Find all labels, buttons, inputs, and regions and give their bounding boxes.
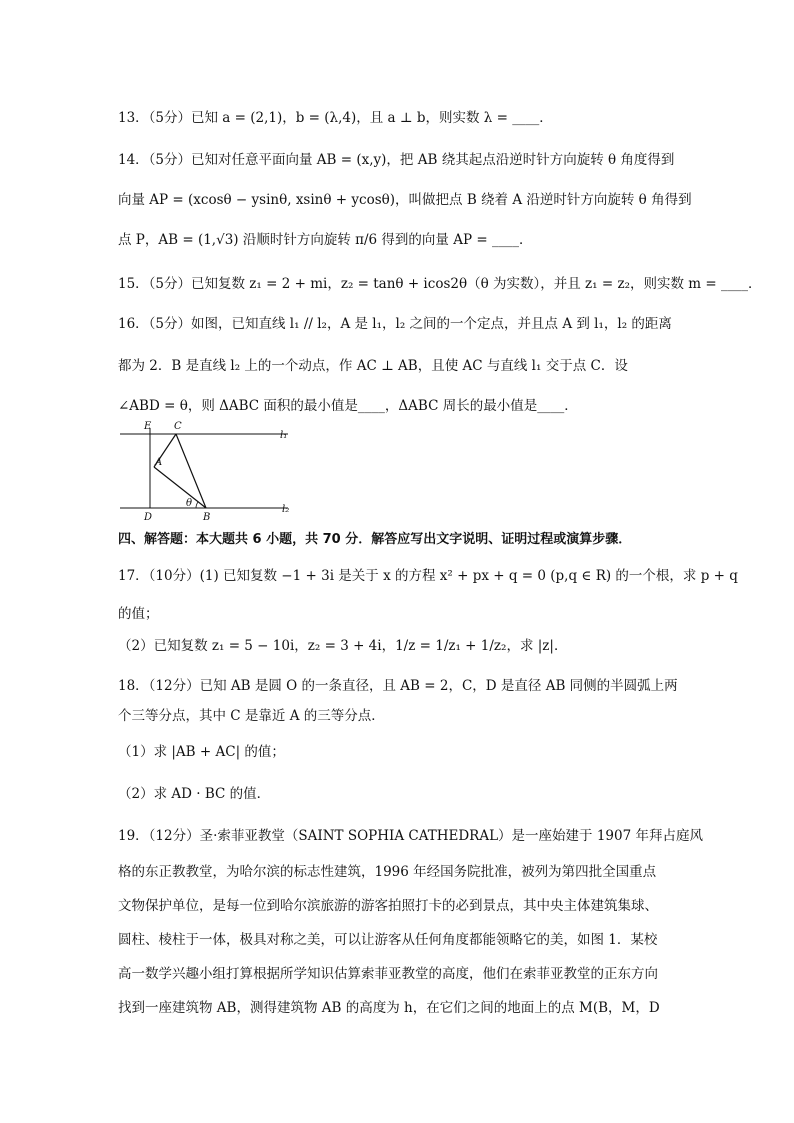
label-E: E — [144, 421, 152, 432]
question-16-line-1: 16．（5分）如图，已知直线 l₁ // l₂，A 是 l₁，l₂ 之间的一个定点，并且点 A 到 l₁，l₂ 的距离 — [118, 316, 672, 332]
question-13: 13．（5分）已知 a = (2,1)，b = (λ,4)，且 a ⊥ b，则实数 λ = ____． — [118, 110, 553, 126]
section-heading: 四、解答题：本大题共 6 小题，共 70 分．解答应写出文字说明、证明过程或演算步骤． — [118, 532, 632, 547]
question-19-line-6: 找到一座建筑物 AB，测得建筑物 AB 的高度为 h，在它们之间的地面上的点 M(B，M，D — [118, 1000, 660, 1016]
question-18-line-2: 个三等分点，其中 C 是靠近 A 的三等分点． — [118, 708, 385, 724]
label-l1: l₁ — [280, 430, 288, 441]
geometry-figure — [110, 414, 300, 526]
question-16-line-2: 都为 2．B 是直线 l₂ 上的一个动点，作 AC ⊥ AB，且使 AC 与直线 l₁ 交于点 C．设 — [118, 358, 628, 374]
label-l2: l₂ — [282, 504, 290, 515]
label-B: B — [203, 512, 211, 523]
question-14-line-3: 点 P，AB = (1,√3) 沿顺时针方向旋转 π/6 得到的向量 AP = ____． — [118, 232, 533, 248]
question-16-line-3: ∠ABD = θ，则 ΔABC 面积的最小值是____，ΔABC 周长的最小值是____． — [118, 398, 578, 414]
label-C: C — [174, 421, 182, 432]
question-15: 15．（5分）已知复数 z₁ = 2 + mi，z₂ = tanθ + icos2θ（θ 为实数），并且 z₁ = z₂，则实数 m = ____． — [118, 276, 762, 292]
label-theta: θ — [186, 498, 193, 509]
question-18-part-1: （1）求 |AB + AC| 的值； — [118, 744, 285, 760]
question-18-part-2: （2）求 AD · BC 的值． — [118, 786, 271, 802]
question-18-line-1: 18．（12分）已知 AB 是圆 O 的一条直径，且 AB = 2，C，D 是直径 AB 同侧的半圆弧上两 — [118, 678, 678, 694]
question-17-line-1: 17．（10分）(1) 已知复数 −1 + 3i 是关于 x 的方程 x² + px + q = 0 (p,q ∈ R) 的一个根，求 p + q — [118, 568, 738, 584]
question-19-line-3: 文物保护单位，是每一位到哈尔滨旅游的游客拍照打卡的必到景点，其中央主体建筑集球、 — [118, 898, 658, 914]
question-17-part-2: （2）已知复数 z₁ = 5 − 10i，z₂ = 3 + 4i，1/z = 1/z₁ + 1/z₂，求 |z|． — [118, 638, 568, 654]
question-19-line-5: 高一数学兴趣小组打算根据所学知识估算索菲亚教堂的高度，他们在索菲亚教堂的正东方向 — [118, 966, 658, 982]
label-D: D — [144, 512, 153, 523]
question-17-line-2: 的值； — [118, 606, 159, 622]
question-14-line-1: 14．（5分）已知对任意平面向量 AB = (x,y)，把 AB 绕其起点沿逆时针方向旋转 θ 角度得到 — [118, 152, 675, 168]
question-19-line-4: 圆柱、棱柱于一体，极具对称之美，可以让游客从任何角度都能领略它的美，如图 1．某校 — [118, 932, 658, 948]
question-19-line-2: 格的东正教教堂，为哈尔滨的标志性建筑，1996 年经国务院批准，被列为第四批全国重点 — [118, 864, 657, 880]
question-19-line-1: 19．（12分）圣·索菲亚教堂（SAINT SOPHIA CATHEDRAL）是一座始建于 1907 年拜占庭风 — [118, 828, 703, 844]
label-A: A — [155, 457, 163, 468]
angle-theta-arc — [196, 502, 198, 508]
question-14-line-2: 向量 AP = (xcosθ − ysinθ, xsinθ + ycosθ)，叫做把点 B 绕着 A 沿逆时针方向旋转 θ 角得到 — [118, 192, 692, 208]
